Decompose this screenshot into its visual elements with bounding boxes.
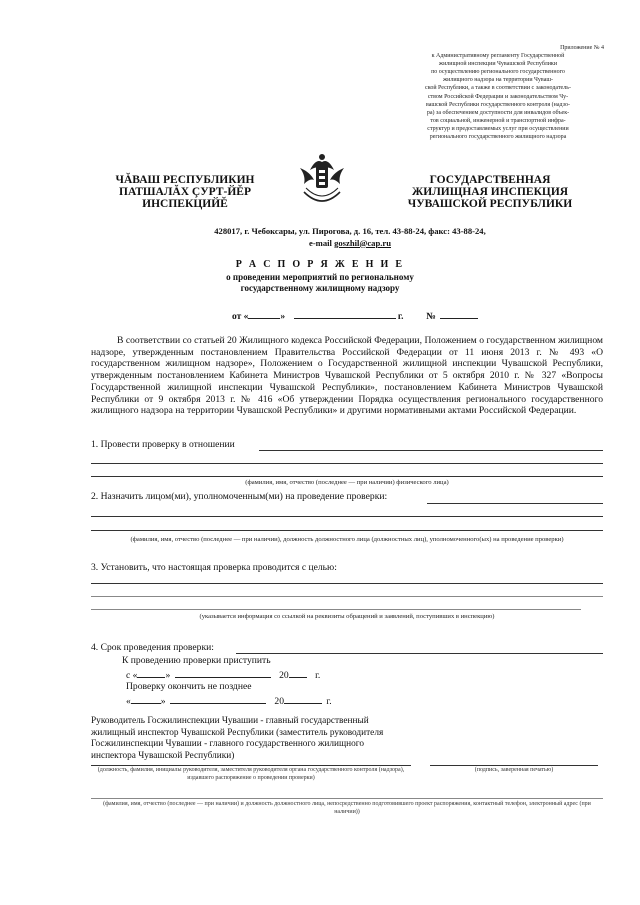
- appendix-line: жилищного надзора на территории Чуваш-: [443, 77, 553, 84]
- end-day-field[interactable]: [131, 694, 161, 704]
- end-century: 20: [274, 696, 284, 707]
- address-line: 428017, г. Чебоксары, ул. Пирогова, д. 16, тел. 43-88-24, факс: 43-88-24,: [214, 226, 486, 236]
- header-chuvash-line: ЧĂВАШ РЕСПУБЛИКИН: [115, 174, 255, 186]
- signature-field[interactable]: [430, 765, 598, 766]
- number-field[interactable]: [440, 309, 478, 319]
- start-quote-close: »: [165, 670, 171, 681]
- item-3-field-line[interactable]: [91, 596, 603, 597]
- start-label: К проведению проверки приступить: [122, 655, 271, 666]
- emblem-icon: [290, 148, 354, 212]
- item-2-field-line[interactable]: [91, 516, 603, 517]
- header-chuvash-line: ИНСПЕКЦИЙĔ: [142, 198, 228, 210]
- date-year-suffix: г.: [397, 312, 404, 322]
- header-russian: [400, 174, 580, 210]
- address-block: [160, 226, 540, 249]
- end-quote-close: »: [160, 696, 166, 707]
- appendix-line: ской Республики, а также в соответствии с законодатель-: [425, 85, 571, 92]
- item-1-caption: (фамилия, имя, отчество (последнее — при наличии) физического лица): [245, 479, 449, 486]
- item-4-field[interactable]: [236, 653, 603, 654]
- appendix-line: жилищной инспекции Чувашской Республики: [438, 61, 558, 68]
- end-year-suffix: г.: [326, 696, 332, 707]
- item-1-field[interactable]: [259, 450, 603, 451]
- doc-title: Р А С П О Р Я Ж Е Н И Е: [235, 259, 405, 270]
- item-3-caption: (указывается информация со ссылкой на реквизиты обращений и заявлений, поступивших в инспекцию): [199, 613, 495, 620]
- appendix-line: тов социальной, инженерной и транспортной инфра-: [430, 117, 566, 124]
- item-2-field-line[interactable]: [91, 530, 603, 531]
- doc-subtitle: [150, 272, 490, 294]
- preparer-caption: (фамилия, имя, отчество (последнее — при наличии) и должность должностного лица, непосредственно подготовившего проект распоряжения, контактный телефон, электронный адрес (при наличии)): [103, 801, 591, 815]
- date-mid: »: [280, 312, 286, 322]
- end-month-field[interactable]: [170, 694, 266, 704]
- email-line: [160, 238, 540, 250]
- date-row: [232, 309, 478, 322]
- header-chuvash: [100, 174, 270, 210]
- header-russian-line: ЖИЛИЩНАЯ ИНСПЕКЦИЯ: [411, 186, 569, 198]
- item-2-label: 2. Назначить лицом(ми), уполномоченным(ми) на проведение проверки:: [91, 491, 388, 502]
- date-prefix: от «: [232, 312, 249, 322]
- signature-caption: (подпись, заверенная печатью): [474, 767, 554, 773]
- end-open-quote: «: [126, 696, 131, 707]
- start-year-suffix: г.: [315, 670, 321, 681]
- item-1-label: 1. Провести проверку в отношении: [91, 439, 235, 450]
- item-3-field-line[interactable]: [91, 609, 581, 610]
- preparer-field[interactable]: [91, 798, 603, 799]
- start-prefix: с «: [126, 670, 138, 681]
- end-year-field[interactable]: [284, 694, 322, 704]
- preamble-text: В соответствии со статьей 20 Жилищного кодекса Российской Федерации, Положением о государственном жилищном надзоре, утвержденным постановлением Правительства Российской Федерации от 11 июня 2013 г. № 493 «О государственном жилищном надзоре», Положением о Государственной жилищной инспекции Чувашской Республики, утвержденным постановлением Кабинета Министров Чувашской Республики от 5 октября 2010 г. № 327 «Вопросы Государственной жилищной инспекции Чувашской Республики», постановлением Кабинета Министров Чувашской Республики от 9 октября 2013 г. № 416 «Об утверждении Порядка осуществления регионального государственного жилищного надзора на территории Чувашской Республики» и другими нормативными актами Российской Федерации.: [91, 335, 603, 417]
- appendix-line: по осуществлению регионального государственного: [431, 69, 565, 76]
- date-day-field[interactable]: [248, 309, 280, 319]
- item-1-field-line[interactable]: [91, 476, 603, 477]
- header-chuvash-line: ПАТШАЛĂХ ÇУРТ-ЙĔР: [119, 186, 251, 198]
- appendix-block: [392, 44, 604, 141]
- appendix-line: ра) за обеспечением доступности для инвалидов объек-: [426, 109, 570, 116]
- header-russian-line: ГОСУДАРСТВЕННАЯ: [429, 174, 551, 186]
- item-4-label: 4. Срок проведения проверки:: [91, 642, 214, 653]
- doc-subtitle-line: государственному жилищному надзору: [240, 283, 400, 293]
- start-day-field[interactable]: [137, 668, 165, 678]
- end-date-row: [126, 694, 332, 707]
- end-label: Проверку окончить не позднее: [126, 681, 252, 692]
- signatory-name-field[interactable]: [91, 765, 411, 766]
- item-1-field-line[interactable]: [91, 463, 603, 464]
- item-3-field-line[interactable]: [91, 583, 603, 584]
- number-label: №: [426, 312, 436, 322]
- email-label: e-mail: [309, 237, 335, 248]
- header-russian-line: ЧУВАШСКОЙ РЕСПУБЛИКИ: [407, 198, 573, 210]
- start-year-field[interactable]: [289, 668, 307, 678]
- signatory-caption: (должность, фамилия, инициалы руководителя, заместителя руководителя органа государственного контроля (надзора), издавшего распоряжение о проведении проверки): [97, 767, 405, 781]
- item-2-caption: (фамилия, имя, отчество (последнее — при наличии), должность должностного лица (должностных лиц), уполномоченного(ых) на проведение проверки): [130, 536, 564, 543]
- email-link[interactable]: goszhil@cap.ru: [334, 237, 391, 248]
- signatory-title: Руководитель Госжилинспекции Чувашии - главный государственный жилищный инспектор Чувашской Республики (заместитель руководителя Госжилинспекции Чувашии - главного государственного жилищного инспектора Чувашской Республики): [91, 716, 384, 761]
- appendix-line: регионального государственного жилищного надзора: [429, 134, 567, 141]
- doc-subtitle-line: о проведении мероприятий по региональному: [226, 272, 414, 282]
- appendix-line: вашской Республики государственного контроля (надзо-: [425, 101, 570, 108]
- start-month-field[interactable]: [175, 668, 271, 678]
- appendix-line: к Административному регламенту Государственной: [431, 53, 565, 60]
- start-century: 20: [279, 670, 289, 681]
- appendix-title: Приложение № 4: [560, 45, 604, 51]
- item-2-field[interactable]: [427, 503, 603, 504]
- item-3-label: 3. Установить, что настоящая проверка проводится с целью:: [91, 562, 337, 573]
- start-date-row: [126, 668, 320, 681]
- date-month-year-field[interactable]: [294, 309, 396, 319]
- appendix-line: ством Российской Федерации и законодательством Чу-: [427, 93, 569, 100]
- appendix-line: структур и предоставляемых услуг при осуществлении: [427, 125, 569, 132]
